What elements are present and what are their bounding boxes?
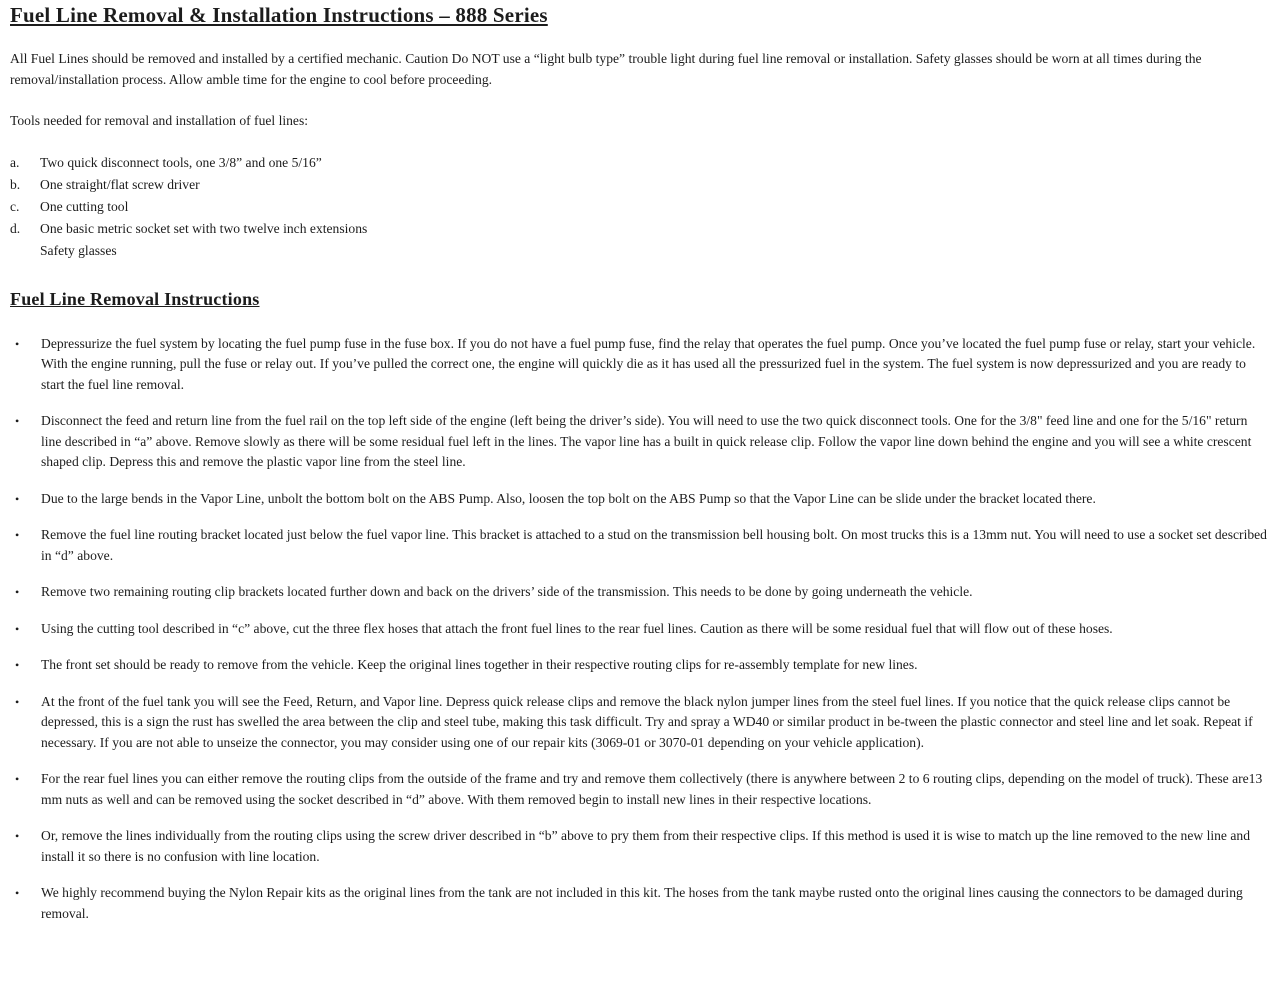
tool-item-marker: b. xyxy=(10,176,21,192)
tool-item-text: One basic metric socket set with two twelve inch extensions xyxy=(40,220,368,236)
list-item xyxy=(10,826,1267,867)
bullet-icon: • xyxy=(15,414,20,428)
step-text: For the rear fuel lines you can either remove the routing clips from the outside of the frame and try and remove them collectively (there is anywhere between 2 to 6 routing clips, depending on the model of truck). These are13 mm nuts as well and can be removed using the socket described in “d” above. With them removed begin to install new lines in their respective locations. xyxy=(41,771,1263,807)
list-item xyxy=(10,883,1267,924)
list-item xyxy=(10,411,1267,473)
bullet-icon: • xyxy=(15,528,20,542)
list-item xyxy=(10,655,1267,676)
step-text: Due to the large bends in the Vapor Line, unbolt the bottom bolt on the ABS Pump. Also, loosen the top bolt on the ABS Pump so that the Vapor Line can be slide under the bracket located there. xyxy=(41,490,1096,506)
tool-item xyxy=(10,152,1267,174)
step-text: Remove two remaining routing clip brackets located further down and back on the drivers’ side of the transmission. This needs to be done by going underneath the vehicle. xyxy=(41,584,973,599)
tool-item xyxy=(10,196,1267,218)
step-text: We highly recommend buying the Nylon Repair kits as the original lines from the tank are not included in this kit. The hoses from the tank maybe rusted onto the original lines causing the connectors to be damaged during removal. xyxy=(41,885,1243,921)
step-text: The front set should be ready to remove from the vehicle. Keep the original lines together in their respective routing clips for re-assembly template for new lines. xyxy=(41,657,918,672)
step-text: Depressurize the fuel system by locating the fuel pump fuse in the fuse box. If you do not have a fuel pump fuse, find the relay that operates the fuel pump. Once you’ve located the fuel pump fuse or relay, start your vehicle. With the engine running, pull the fuse or relay out. If you’ve pulled the correct one, the engine will quickly die as it has used all the pressurized fuel in the system. The fuel system is now depressurized and you are ready to start the fuel line removal. xyxy=(41,335,1256,392)
list-item xyxy=(10,525,1267,566)
tool-item xyxy=(10,174,1267,196)
bullet-icon: • xyxy=(15,658,20,672)
document-title: Fuel Line Removal & Installation Instructions – 888 Series xyxy=(10,3,548,27)
step-text: Disconnect the feed and return line from the fuel rail on the top left side of the engine (left being the driver’s side). You will need to use the two quick disconnect tools. One for the 3/8" feed line and one for the 5/16" return line described in “a” above. Remove slowly as there will be some residual fuel left in the lines. The vapor line has a built in quick release clip. Follow the vapor line down behind the engine and you will see a white crescent shaped clip. Depress this and remove the plastic vapor line from the steel line. xyxy=(41,413,1252,469)
intro-paragraph: All Fuel Lines should be removed and installed by a certified mechanic. Caution Do NOT use a “light bulb type” trouble light during fuel line removal or installation. Safety glasses should be worn at all times during the removal/installation process. Allow amble time for the engine to cool before proceeding. xyxy=(10,51,1202,87)
list-item xyxy=(10,334,1267,396)
step-text: Or, remove the lines individually from the routing clips using the screw driver described in “b” above to pry them from their respective clips. If this method is used it is wise to match up the line removed to the new line and install it so there is no confusion with line location. xyxy=(41,828,1250,864)
step-text: Using the cutting tool described in “c” above, cut the three flex hoses that attach the front fuel lines to the rear fuel lines. Caution as there will be some residual fuel that will flow out of these hoses. xyxy=(41,620,1113,636)
list-item xyxy=(10,489,1267,510)
tool-item-text: One cutting tool xyxy=(40,198,129,214)
list-item xyxy=(10,582,1267,603)
tool-item-extra: Safety glasses xyxy=(40,242,117,258)
list-item xyxy=(10,619,1267,640)
tool-item xyxy=(10,218,1267,240)
bullet-icon: • xyxy=(15,886,20,900)
list-item xyxy=(10,692,1267,754)
tools-heading: Tools needed for removal and installation of fuel lines: xyxy=(10,113,309,128)
bullet-icon: • xyxy=(15,585,20,599)
step-text: At the front of the fuel tank you will see the Feed, Return, and Vapor line. Depress quick release clips and remove the black nylon jumper lines from the steel fuel lines. If you notice that the quick release clips cannot be depressed, this is a sign the rust has swelled the area between the clip and steel tube, making this task difficult. Try and spray a WD40 or similar product in be-tween the plastic connector and steel line and let soak. Repeat if necessary. If you are not able to unseize the connector, you may consider using one of our repair kits (3069-01 or 3070-01 depending on your vehicle application). xyxy=(41,693,1253,750)
list-item xyxy=(10,769,1267,810)
tool-item-text: Two quick disconnect tools, one 3/8” and one 5/16” xyxy=(40,154,322,170)
bullet-icon: • xyxy=(15,621,20,636)
bullet-icon: • xyxy=(15,772,20,786)
tool-item-marker: c. xyxy=(10,198,20,214)
tools-list xyxy=(10,152,1267,262)
bullet-icon: • xyxy=(15,829,20,843)
step-text: Remove the fuel line routing bracket located just below the fuel vapor line. This bracket is attached to a stud on the transmission bell housing bolt. On most trucks this is a 13mm nut. You will need to use a socket set described in “d” above. xyxy=(41,527,1267,563)
tool-item-text: One straight/flat screw driver xyxy=(40,176,200,192)
bullet-icon: • xyxy=(15,491,20,506)
steps-list xyxy=(10,334,1267,925)
section-heading: Fuel Line Removal Instructions xyxy=(10,288,260,309)
tool-item-marker: a. xyxy=(10,154,20,170)
bullet-icon: • xyxy=(15,336,20,351)
tool-item-marker: d. xyxy=(10,220,21,236)
bullet-icon: • xyxy=(15,694,20,709)
